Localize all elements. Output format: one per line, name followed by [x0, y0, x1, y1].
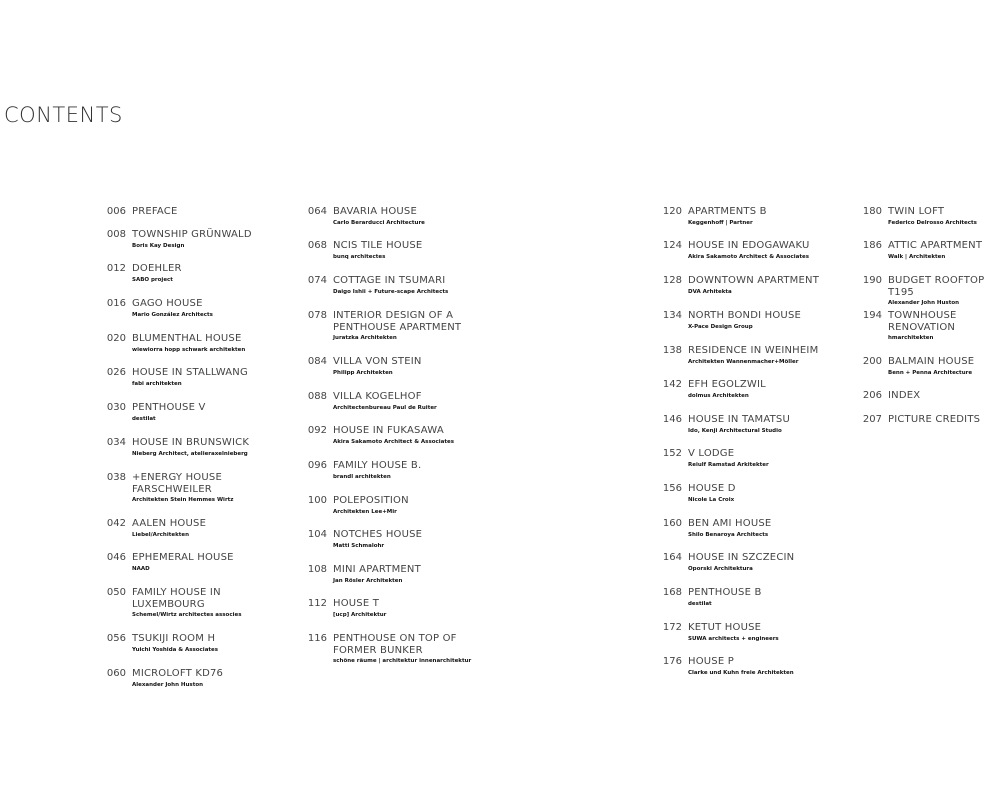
- toc-entry[interactable]: [656, 448, 856, 469]
- toc-project-title: BALMAIN HOUSE: [888, 356, 975, 367]
- toc-project-title: RESIDENCE IN WEINHEIM: [688, 345, 819, 356]
- toc-project-title: BLUMENTHAL HOUSE: [132, 333, 242, 344]
- toc-page-number: 128: [662, 275, 682, 286]
- toc-page-number: 030: [106, 402, 126, 413]
- toc-page-number: 078: [307, 310, 327, 321]
- toc-project-title: TWIN LOFT: [888, 206, 945, 217]
- toc-project-title: HOUSE IN TAMATSU: [688, 414, 791, 425]
- toc-page-number: 116: [307, 633, 327, 644]
- toc-project-title: MINI APARTMENT: [333, 564, 421, 575]
- toc-architect: Liebel/Architekten: [132, 531, 190, 538]
- toc-entry[interactable]: [856, 240, 1000, 261]
- toc-architect: Ido, Kenji Architectural Studio: [688, 427, 782, 434]
- toc-entry[interactable]: [856, 414, 1000, 426]
- toc-project-title: HOUSE P: [688, 656, 734, 667]
- toc-page-number: 050: [106, 587, 126, 598]
- toc-page-number: 068: [307, 240, 327, 251]
- toc-page-number: 046: [106, 552, 126, 563]
- toc-entry[interactable]: [100, 333, 300, 354]
- toc-entry[interactable]: [656, 206, 856, 227]
- toc-entry[interactable]: [656, 622, 856, 643]
- toc-project-title: AALEN HOUSE: [132, 518, 207, 529]
- toc-architect: Yuichi Yoshida & Associates: [132, 646, 219, 653]
- toc-architect: Federico Delrosso Architects: [888, 219, 977, 226]
- toc-entry[interactable]: [301, 425, 491, 446]
- toc-project-title: APARTMENTS B: [688, 206, 767, 217]
- toc-project-title: NORTH BONDI HOUSE: [688, 310, 802, 321]
- toc-project-title: HOUSE IN SZCZECIN: [688, 552, 795, 563]
- toc-project-title: +ENERGY HOUSE FARSCHWEILER: [132, 472, 222, 495]
- toc-architect: Architekten Wannenmacher+Möller: [688, 358, 799, 365]
- toc-project-title: MICROLOFT KD76: [132, 668, 224, 679]
- toc-architect: Benn + Penna Architecture: [888, 369, 973, 376]
- toc-page-number: 112: [307, 598, 327, 609]
- toc-entry[interactable]: [856, 356, 1000, 377]
- toc-page-number: 164: [662, 552, 682, 563]
- toc-project-title: PENTHOUSE ON TOP OF FORMER BUNKER: [333, 633, 457, 656]
- toc-page-number: 038: [106, 472, 126, 483]
- toc-project-title: EPHEMERAL HOUSE: [132, 552, 234, 563]
- toc-page-number: 172: [662, 622, 682, 633]
- toc-page-number: 180: [862, 206, 882, 217]
- toc-page-number: 074: [307, 275, 327, 286]
- toc-page-number: 104: [307, 529, 327, 540]
- toc-architect: Alexander John Huston: [132, 681, 204, 688]
- toc-page-number: 026: [106, 367, 126, 378]
- toc-page-number: 152: [662, 448, 682, 459]
- toc-architect: destilat: [688, 600, 712, 607]
- toc-architect: Carlo Berarducci Architecture: [333, 219, 425, 226]
- toc-architect: Nicole La Croix: [688, 496, 735, 503]
- toc-page-number: 020: [106, 333, 126, 344]
- toc-project-title: VILLA VON STEIN: [333, 356, 422, 367]
- toc-architect: NAAD: [132, 565, 150, 572]
- toc-project-title: FAMILY HOUSE IN LUXEMBOURG: [132, 587, 221, 610]
- toc-architect: Juratzka Architekten: [333, 335, 397, 341]
- toc-architect: dolmus Architekten: [688, 392, 749, 399]
- toc-project-title: HOUSE D: [688, 483, 736, 494]
- toc-architect: Jan Rösler Architekten: [333, 577, 403, 584]
- toc-entry[interactable]: [301, 356, 491, 377]
- toc-entry[interactable]: [656, 656, 856, 677]
- toc-architect: SUWA architects + engineers: [688, 635, 779, 642]
- toc-page-number: 160: [662, 518, 682, 529]
- toc-architect: X-Pace Design Group: [688, 323, 753, 330]
- toc-page-number: 012: [106, 263, 126, 274]
- toc-project-title: NOTCHES HOUSE: [333, 529, 423, 540]
- toc-page-number: 084: [307, 356, 327, 367]
- toc-entry[interactable]: [301, 633, 491, 665]
- toc-architect: Mario González Architects: [132, 311, 213, 318]
- toc-project-title: HOUSE IN STALLWANG: [132, 367, 248, 378]
- toc-page-number: 206: [862, 390, 882, 401]
- page-title: CONTENTS: [4, 103, 123, 127]
- toc-page-number: 060: [106, 668, 126, 679]
- toc-entry[interactable]: [656, 379, 856, 400]
- toc-architect: brandl architekten: [333, 473, 391, 480]
- toc-page-number: 186: [862, 240, 882, 251]
- toc-page-number: 138: [662, 345, 682, 356]
- toc-page-number: 088: [307, 391, 327, 402]
- toc-project-title: HOUSE IN EDOGAWAKU: [688, 240, 810, 251]
- toc-page-number: 016: [106, 298, 126, 309]
- toc-architect: Philipp Architekten: [333, 369, 393, 376]
- toc-entry[interactable]: [301, 495, 491, 516]
- toc-entry[interactable]: [301, 529, 491, 550]
- toc-entry[interactable]: [100, 437, 300, 458]
- toc-page-number: 120: [662, 206, 682, 217]
- toc-project-title: POLEPOSITION: [333, 495, 409, 506]
- toc-page-number: 108: [307, 564, 327, 575]
- toc-architect: Oporski Architektura: [688, 565, 753, 572]
- toc-page-number: 190: [862, 275, 882, 286]
- toc-architect: DVA Arhitekta: [688, 288, 732, 295]
- toc-project-title: BEN AMI HOUSE: [688, 518, 772, 529]
- toc-entry[interactable]: [100, 263, 300, 284]
- toc-architect: Shilo Benaroya Architects: [688, 531, 769, 538]
- toc-architect: Reiulf Ramstad Arkitekter: [688, 461, 769, 468]
- toc-project-title: FAMILY HOUSE B.: [333, 460, 422, 471]
- toc-entry[interactable]: [100, 518, 300, 539]
- toc-project-title: V LODGE: [688, 448, 735, 459]
- toc-entry[interactable]: [301, 240, 491, 261]
- toc-architect: wiewiorra hopp schwark architekten: [132, 346, 246, 353]
- toc-project-title: DOEHLER: [132, 263, 182, 274]
- toc-project-title: HOUSE IN BRUNSWICK: [132, 437, 250, 448]
- toc-architect: Schemel/Wirtz architectes associes: [132, 612, 242, 618]
- toc-architect: Clarke und Kuhn freie Architekten: [688, 669, 794, 676]
- toc-project-title: HOUSE T: [333, 598, 380, 609]
- toc-entry[interactable]: [100, 587, 300, 619]
- toc-entry[interactable]: [301, 598, 491, 619]
- toc-architect: schöne räume | architektur innenarchitektur: [333, 658, 472, 664]
- toc-page-number: 200: [862, 356, 882, 367]
- toc-project-title: PICTURE CREDITS: [888, 414, 981, 425]
- toc-entry[interactable]: [100, 633, 300, 654]
- toc-architect: Akira Sakamoto Architect & Associates: [333, 438, 454, 445]
- toc-page-number: 056: [106, 633, 126, 644]
- toc-architect: Daigo Ishii + Future-scape Architects: [333, 288, 449, 295]
- toc-entry[interactable]: [301, 391, 491, 412]
- toc-architect: bunq architectes: [333, 253, 386, 260]
- toc-page-number: 100: [307, 495, 327, 506]
- toc-entry[interactable]: [100, 367, 300, 388]
- toc-project-title: HOUSE IN FUKASAWA: [333, 425, 444, 436]
- toc-entry[interactable]: [100, 229, 300, 250]
- toc-page-number: 156: [662, 483, 682, 494]
- toc-architect: Boris Kay Design: [132, 242, 185, 249]
- toc-project-title: TSUKIJI ROOM H: [132, 633, 216, 644]
- toc-architect: Alexander John Huston: [888, 300, 960, 306]
- toc-entry[interactable]: [100, 668, 300, 689]
- toc-project-title: EFH EGOLZWIL: [688, 379, 766, 390]
- toc-architect: Architekten Lee+Mir: [333, 508, 397, 515]
- toc-architect: [ucp] Architektur: [333, 611, 387, 618]
- toc-entry[interactable]: [656, 275, 856, 296]
- toc-project-title: COTTAGE IN TSUMARI: [333, 275, 446, 286]
- toc-entry[interactable]: [301, 460, 491, 481]
- toc-page-number: 194: [862, 310, 882, 321]
- toc-architect: destilat: [132, 415, 156, 422]
- toc-project-title: PENTHOUSE B: [688, 587, 762, 598]
- toc-page-number: 042: [106, 518, 126, 529]
- toc-architect: Architectenbureau Paul de Ruiter: [333, 404, 437, 411]
- toc-project-title: TOWNHOUSE RENOVATION: [888, 310, 957, 333]
- toc-project-title: KETUT HOUSE: [688, 622, 762, 633]
- toc-entry[interactable]: [301, 310, 491, 342]
- toc-entry[interactable]: [856, 390, 1000, 402]
- toc-architect: SABO project: [132, 276, 173, 283]
- toc-entry[interactable]: [100, 552, 300, 573]
- toc-project-title: INTERIOR DESIGN OF A PENTHOUSE APARTMENT: [333, 310, 462, 333]
- toc-page-number: 006: [106, 206, 126, 217]
- toc-entry[interactable]: [656, 310, 856, 331]
- toc-page-number: 096: [307, 460, 327, 471]
- toc-architect: Matti Schmalohr: [333, 542, 385, 549]
- toc-architect: Architekten Stein Hemmes Wirtz: [132, 497, 234, 503]
- toc-page-number: 146: [662, 414, 682, 425]
- toc-architect: Nieberg Architect, atelieraxelnieberg: [132, 450, 248, 457]
- toc-project-title: INDEX: [888, 390, 921, 401]
- toc-entry[interactable]: [100, 206, 300, 218]
- toc-architect: Akira Sakamoto Architect & Associates: [688, 253, 809, 260]
- toc-page-number: 134: [662, 310, 682, 321]
- toc-project-title: BUDGET ROOFTOP T195: [888, 275, 985, 298]
- toc-page-number: 124: [662, 240, 682, 251]
- toc-architect: fabi architekten: [132, 380, 182, 387]
- toc-entry[interactable]: [656, 552, 856, 573]
- toc-project-title: PENTHOUSE V: [132, 402, 206, 413]
- toc-project-title: ATTIC APARTMENT: [888, 240, 983, 251]
- toc-page-number: 092: [307, 425, 327, 436]
- toc-entry[interactable]: [100, 472, 300, 504]
- toc-entry[interactable]: [856, 275, 1000, 307]
- toc-page-number: 168: [662, 587, 682, 598]
- toc-page-number: 034: [106, 437, 126, 448]
- toc-architect: Keggenhoff | Partner: [688, 219, 753, 226]
- toc-project-title: TOWNSHIP GRÜNWALD: [132, 229, 252, 240]
- toc-project-title: VILLA KOGELHOF: [333, 391, 422, 402]
- toc-architect: Walk | Architekten: [888, 253, 946, 260]
- toc-page-number: 207: [862, 414, 882, 425]
- toc-page-number: 064: [307, 206, 327, 217]
- toc-entry[interactable]: [301, 206, 491, 227]
- toc-project-title: NCIS TILE HOUSE: [333, 240, 423, 251]
- toc-entry[interactable]: [856, 206, 1000, 227]
- toc-project-title: BAVARIA HOUSE: [333, 206, 417, 217]
- toc-page-number: 142: [662, 379, 682, 390]
- toc-entry[interactable]: [100, 298, 300, 319]
- toc-entry[interactable]: [301, 564, 491, 585]
- toc-page-number: 176: [662, 656, 682, 667]
- toc-entry[interactable]: [656, 345, 856, 366]
- toc-page-number: 008: [106, 229, 126, 240]
- toc-project-title: DOWNTOWN APARTMENT: [688, 275, 820, 286]
- toc-entry[interactable]: [856, 310, 1000, 342]
- toc-architect: hmarchitekten: [888, 335, 934, 341]
- toc-entry[interactable]: [100, 402, 300, 423]
- toc-project-title: GAGO HOUSE: [132, 298, 203, 309]
- toc-entry[interactable]: [656, 414, 856, 435]
- toc-entry[interactable]: [656, 518, 856, 539]
- toc-entry[interactable]: [656, 483, 856, 504]
- toc-project-title: PREFACE: [132, 206, 178, 217]
- toc-entry[interactable]: [301, 275, 491, 296]
- toc-entry[interactable]: [656, 240, 856, 261]
- toc-entry[interactable]: [656, 587, 856, 608]
